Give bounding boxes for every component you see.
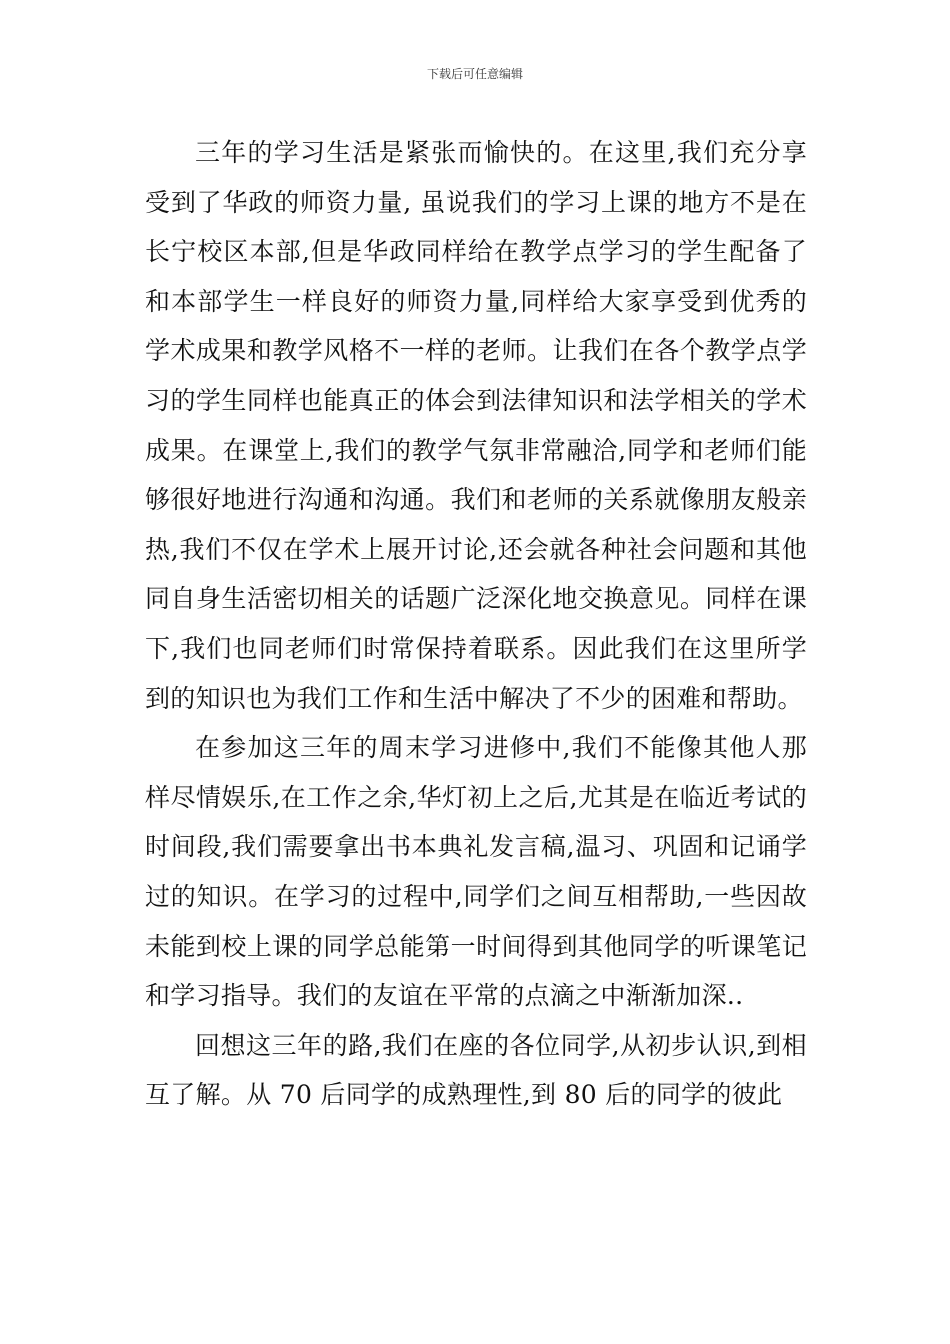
document-body: [145, 128, 807, 1120]
paragraph-2: 在参加这三年的周末学习进修中,我们不能像其他人那样尽情娱乐,在工作之余,华灯初上之后,尤其是在临近考试的时间段,我们需要拿出书本典礼发言稿,温习、巩固和记诵学过的知识。在学习的过程中,同学们之间互相帮助,一些因故未能到校上课的同学总能第一时间得到其他同学的听课笔记和学习指导。我们的友谊在平常的点滴之中渐渐加深..: [145, 733, 807, 1011]
page-header: 下载后可任意编辑: [426, 67, 523, 81]
paragraph-1: 三年的学习生活是紧张而愉快的。在这里,我们充分享受到了华政的师资力量, 虽说我们的学习上课的地方不是在长宁校区本部,但是华政同样给在教学点学习的学生配备了和本部学生一样良好的师资力量,同样给大家享受到优秀的学术成果和教学风格不一样的老师。让我们在各个教学点学习的学生同样也能真正的体会到法律知识和法学相关的学术成果。在课堂上,我们的教学气氛非常融洽,同学和老师们能够很好地进行沟通和沟通。我们和老师的关系就像朋友般亲热,我们不仅在学术上展开讨论,还会就各种社会问题和其他同自身生活密切相关的话题广泛深化地交换意见。同样在课下,我们也同老师们时常保持着联系。因此我们在这里所学到的知识也为我们工作和生活中解决了不少的困难和帮助。: [145, 138, 807, 713]
paragraph-3: 回想这三年的路,我们在座的各位同学,从初步认识,到相互了解。从 70 后同学的成熟理性,到 80 后的同学的彼此: [145, 1030, 807, 1110]
